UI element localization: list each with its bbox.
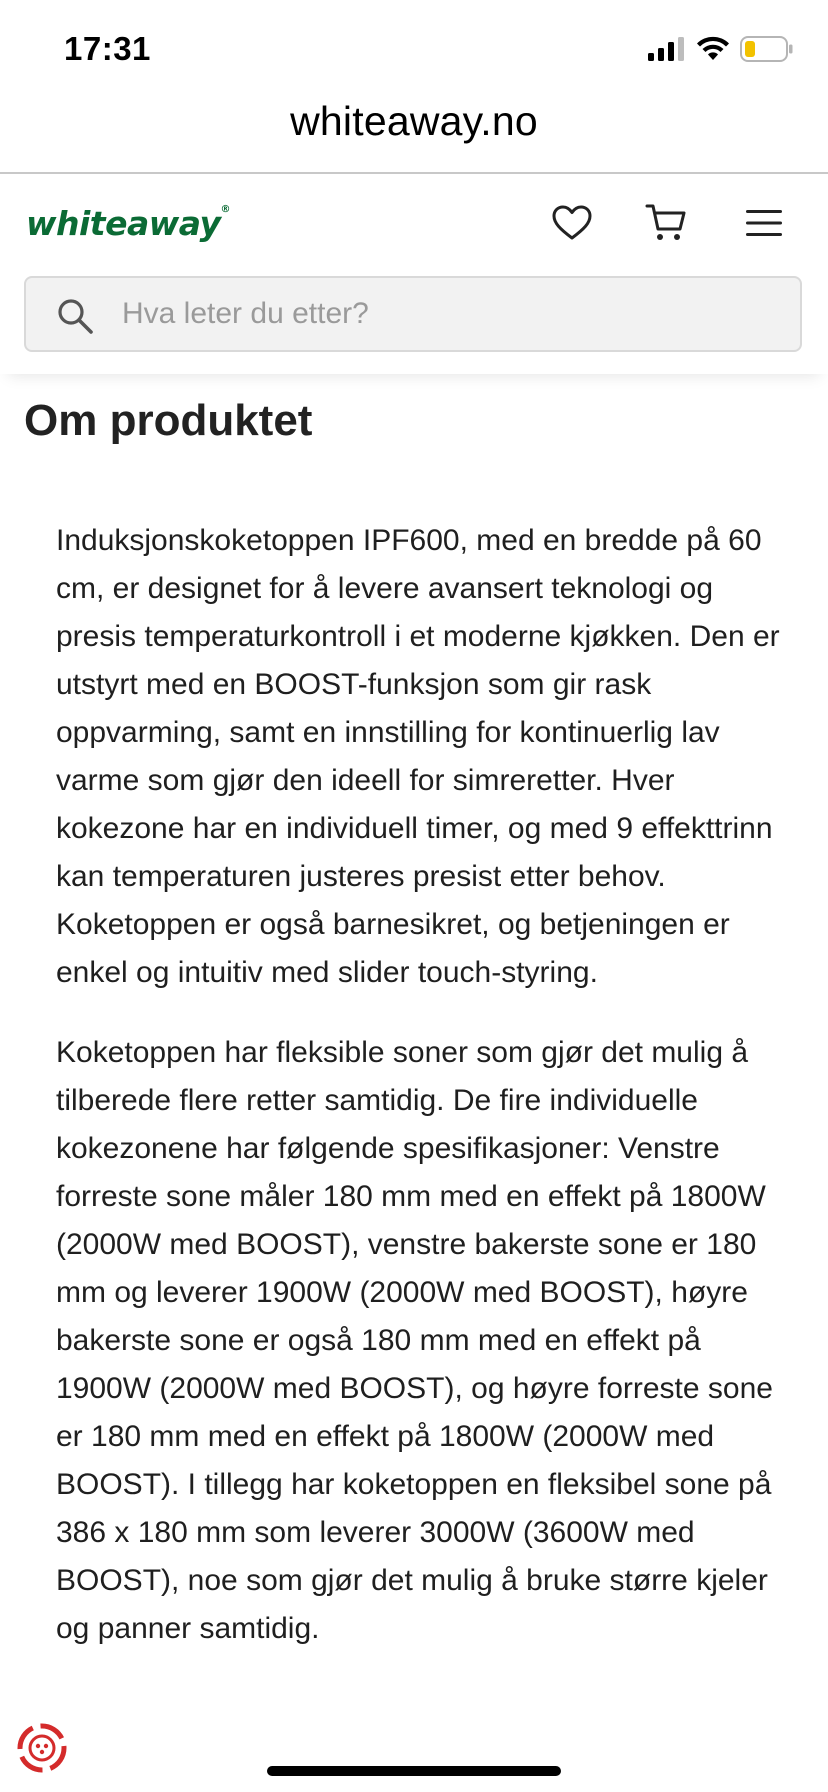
home-indicator[interactable]	[267, 1766, 561, 1776]
heart-icon	[552, 205, 592, 246]
wifi-icon	[696, 36, 730, 67]
whiteaway-logo[interactable]	[26, 204, 230, 243]
search-bar[interactable]	[24, 276, 802, 352]
product-description	[56, 517, 786, 1685]
menu-icon	[745, 208, 783, 243]
chat-widget-icon	[14, 1763, 70, 1780]
status-bar	[0, 0, 828, 96]
cart-icon	[645, 202, 687, 249]
site-header	[0, 174, 828, 374]
logo-text: whiteaway	[26, 204, 221, 243]
battery-low-icon	[740, 36, 794, 67]
section-title: Om produktet	[24, 396, 313, 445]
status-time: 17:31	[64, 30, 151, 67]
wishlist-button[interactable]	[549, 202, 595, 248]
search-input[interactable]	[122, 278, 782, 350]
search-icon[interactable]	[56, 297, 94, 335]
description-paragraph: Induksjonskoketoppen IPF600, med en bredde på 60 cm, er designet for å levere avansert teknologi og presis temperaturkontroll i et moderne kjøkken. Den er utstyrt med en BOOST-funksjon som gir rask oppvarming, samt en innstilling for kontinuerlig lav varme som gjør den ideell for simreretter. Hver kokezone har en individuell timer, og med 9 effekttrinn kan temperaturen justeres presist etter behov. Koketoppen er også barnesikret, og betjeningen er enkel og intuitiv med slider touch-styring.	[56, 524, 780, 989]
cart-button[interactable]	[643, 202, 689, 248]
chat-widget-button[interactable]	[14, 1720, 70, 1776]
url-text[interactable]: whiteaway.no	[290, 98, 538, 144]
logo-registered-mark: ®	[220, 204, 230, 215]
cellular-signal-icon	[648, 37, 686, 66]
description-paragraph: Koketoppen har fleksible soner som gjør det mulig å tilberede flere retter samtidig. De fire individuelle kokezonene har følgende spesifikasjoner: Venstre forreste sone måler 180 mm med en effekt på 1800W (2000W med BOOST), venstre bakerste sone er 180 mm og leverer 1900W (2000W med BOOST), høyre bakerste sone er også 180 mm med en effekt på 1900W (2000W med BOOST), og høyre forreste sone er 180 mm med en effekt på 1800W (2000W med BOOST). I tillegg har koketoppen en fleksibel sone på 386 x 180 mm som leverer 3000W (3600W med BOOST), noe som gjør det mulig å bruke større kjeler og panner samtidig.	[56, 1036, 773, 1645]
menu-button[interactable]	[741, 202, 787, 248]
status-icons	[648, 36, 794, 67]
browser-url-bar[interactable]	[0, 96, 828, 174]
